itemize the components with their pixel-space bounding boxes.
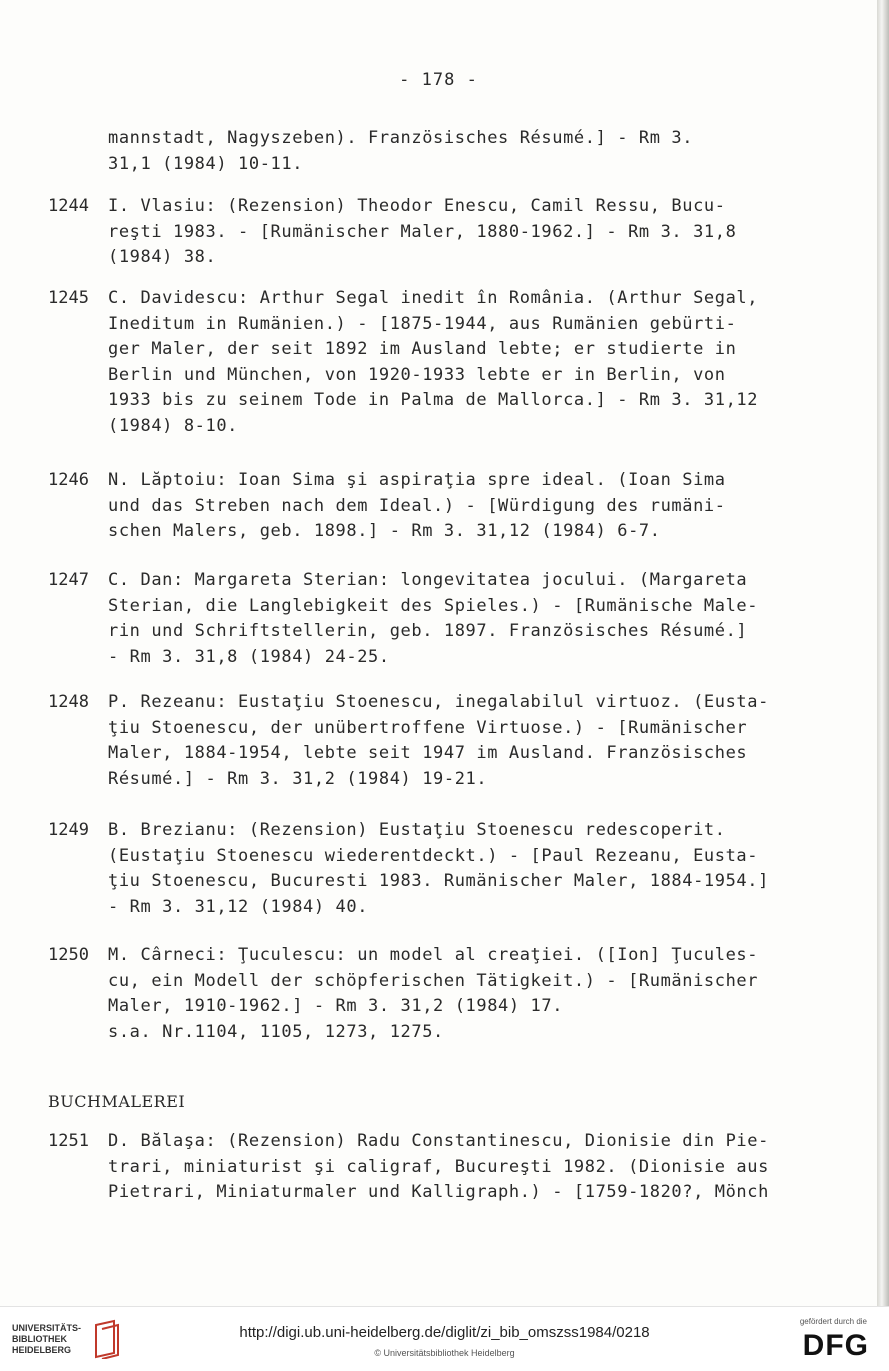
dfg-logo[interactable]: DFG	[802, 1329, 869, 1362]
entry-line: - Rm 3. 31,12 (1984) 40.	[108, 896, 369, 917]
entry-line: M. Cârneci: Ţuculescu: un model al creaţiei. ([Ion] Ţucules-	[108, 945, 759, 965]
entry-line: Ineditum in Rumänien.) - [1875-1944, aus Rumänien gebürti-	[108, 313, 737, 334]
entry-line: (1984) 38.	[108, 247, 217, 268]
entry-number: 1251	[48, 1131, 89, 1151]
footer-bar	[0, 1306, 889, 1371]
funded-by-text: gefördert durch die	[799, 1317, 867, 1326]
entry-line: Maler, 1884-1954, lebte seit 1947 im Ausland. Französisches	[108, 743, 748, 764]
entry-line: reşti 1983. - [Rumänischer Maler, 1880-1962.] - Rm 3. 31,8	[108, 221, 737, 242]
entry-line: (1984) 8-10.	[108, 416, 239, 436]
entry-line: ţiu Stoenescu, Bucuresti 1983. Rumänischer Maler, 1884-1954.]	[108, 871, 769, 892]
entry-number: 1244	[48, 196, 89, 216]
copyright-text: © Universitätsbibliothek Heidelberg	[374, 1348, 515, 1358]
entry-line: schen Malers, geb. 1898.] - Rm 3. 31,12 (1984) 6-7.	[108, 521, 661, 542]
entry-line: ţiu Stoenescu, der unübertroffene Virtuose.) - [Rumänischer	[108, 717, 748, 738]
entry-line: C. Dan: Margareta Sterian: longevitatea jocului. (Margareta	[108, 570, 748, 590]
permalink-url[interactable]: http://digi.ub.uni-heidelberg.de/diglit/zi_bib_omszss1984/0218	[239, 1324, 650, 1341]
entry-line: I. Vlasiu: (Rezension) Theodor Enescu, Camil Ressu, Bucu-	[108, 196, 726, 216]
entry-number: 1246	[48, 470, 89, 490]
entry-line: und das Streben nach dem Ideal.) - [Würdigung des rumäni-	[108, 495, 726, 516]
entry-line: mannstadt, Nagyszeben). Französisches Résumé.] - Rm 3.	[108, 128, 694, 148]
entry-number: 1247	[48, 570, 89, 590]
entry-line: cu, ein Modell der schöpferischen Tätigkeit.) - [Rumänischer	[108, 970, 759, 991]
entry-line: - Rm 3. 31,8 (1984) 24-25.	[108, 646, 390, 667]
logo-line: UNIVERSITÄTS-	[12, 1323, 82, 1333]
entry-line: P. Rezeanu: Eustaţiu Stoenescu, inegalabilul virtuoz. (Eusta-	[108, 692, 769, 712]
entry-line: 31,1 (1984) 10-11.	[108, 153, 304, 174]
entry-number: 1250	[48, 945, 89, 965]
entry-line: 1933 bis zu seinem Tode in Palma de Mallorca.] - Rm 3. 31,12	[108, 390, 759, 411]
entry-line: Pietrari, Miniaturmaler und Kalligraph.) - [1759-1820?, Mönch	[108, 1182, 769, 1203]
page-number: - 178 -	[399, 70, 478, 90]
entry-line: Maler, 1910-1962.] - Rm 3. 31,2 (1984) 17.	[108, 996, 564, 1017]
entry-number: 1249	[48, 820, 89, 840]
entry-line: rin und Schriftstellerin, geb. 1897. Französisches Résumé.]	[108, 621, 748, 642]
entry-line: C. Davidescu: Arthur Segal inedit în România. (Arthur Segal,	[108, 288, 759, 308]
entry-line: D. Bălaşa: (Rezension) Radu Constantinescu, Dionisie din Pie-	[108, 1131, 769, 1151]
logo-line: HEIDELBERG	[12, 1345, 72, 1355]
entry-line: N. Lăptoiu: Ioan Sima şi aspiraţia spre ideal. (Ioan Sima	[108, 470, 726, 490]
entry-number: 1245	[48, 288, 89, 308]
entry-line: ger Maler, der seit 1892 im Ausland lebte; er studierte in	[108, 339, 737, 360]
section-heading: BUCHMALEREI	[48, 1092, 186, 1111]
entry-line: Berlin und München, von 1920-1933 lebte er in Berlin, von	[108, 364, 726, 385]
entry-line: s.a. Nr.1104, 1105, 1273, 1275.	[108, 1021, 444, 1042]
book-edge	[877, 0, 889, 1306]
entry-line: Résumé.] - Rm 3. 31,2 (1984) 19-21.	[108, 768, 488, 789]
entry-line: (Eustaţiu Stoenescu wiederentdeckt.) - [Paul Rezeanu, Eusta-	[108, 845, 759, 866]
entry-line: trari, miniaturist şi caligraf, Bucureşti 1982. (Dionisie aus	[108, 1156, 769, 1177]
entry-line: Sterian, die Langlebigkeit des Spieles.) - [Rumänische Male-	[108, 595, 759, 616]
entry-number: 1248	[48, 692, 89, 712]
entry-line: B. Brezianu: (Rezension) Eustaţiu Stoenescu redescoperit.	[108, 820, 726, 840]
logo-line: BIBLIOTHEK	[12, 1334, 67, 1344]
